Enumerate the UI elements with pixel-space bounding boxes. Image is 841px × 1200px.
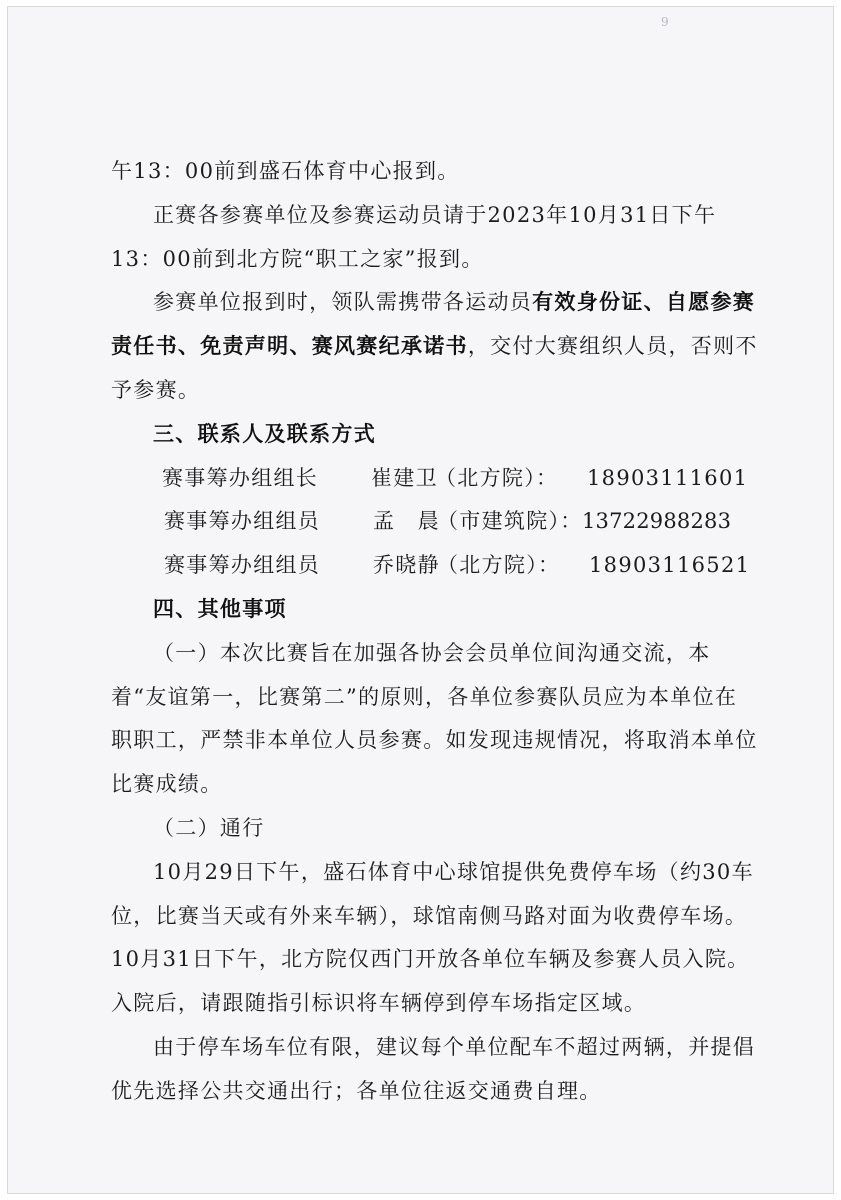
- paragraph-required-documents: [111, 281, 758, 412]
- paragraph-parking-information: 10月29日下午，盛石体育中心球馆提供免费停车场（约30车位，比赛当天或有外来车辆），球馆南侧马路对面为收费停车场。10月31日下午，北方院仅西门开放各单位车辆及参赛人员入院。入院后，请跟随指引标识将车辆停到停车场指定区域。: [111, 859, 754, 1016]
- contact-name: 孟 晨: [373, 509, 440, 534]
- section-four-heading: 四、其他事项: [153, 596, 287, 621]
- required-documents-bold: 有效身份证、自愿参赛责任书、免责声明、赛风赛纪承诺书: [111, 290, 756, 359]
- paragraph-competition-principle: （一）本次比赛旨在加强各协会会员单位间沟通交流，本着“友谊第一，比赛第二”的原则，各单位参赛队员应为本单位在职职工，严禁非本单位人员参赛。如发现违规情况，将取消本单位比赛成绩。: [111, 640, 758, 797]
- contact-row: [109, 457, 756, 501]
- documents-after-text: ，交付大赛组织人员，否则不予参赛。: [111, 334, 758, 402]
- contact-row: [111, 544, 758, 588]
- contact-row: [111, 500, 758, 544]
- contact-phone: 18903111601: [587, 465, 749, 490]
- contact-role: 赛事筹办组组长: [162, 465, 319, 490]
- contact-phone: 13722988283: [582, 509, 732, 534]
- document-body: [111, 150, 758, 1114]
- contact-role: 赛事筹办组组员: [164, 553, 321, 578]
- contact-unit: （市建筑院）：: [437, 509, 583, 534]
- paragraph-transport-note: 由于停车场车位有限，建议每个单位配车不超过两辆，并提倡优先选择公共交通出行；各单位往返交通费自理。: [111, 1034, 756, 1103]
- contact-unit: （北方院）：: [435, 465, 559, 490]
- paragraph-main-registration: 正赛各参赛单位及参赛运动员请于2023年10月31日下午13：00前到北方院“职工之家”报到。: [111, 202, 717, 271]
- paragraph-traffic-heading: （二）通行: [153, 815, 265, 840]
- contact-phone: 18903116521: [589, 553, 751, 578]
- documents-intro-text: 参赛单位报到时，领队需携带各运动员: [153, 290, 533, 315]
- page-number: 9: [661, 15, 669, 29]
- section-three-heading: 三、联系人及联系方式: [153, 421, 376, 446]
- contact-name: 乔晓静: [373, 553, 440, 578]
- document-page: [7, 6, 834, 1194]
- contact-role: 赛事筹办组组员: [164, 509, 321, 534]
- paragraph-registration-time: 午13：00前到盛石体育中心报到。: [111, 159, 460, 183]
- contact-unit: （北方院）：: [437, 553, 561, 578]
- contact-name: 崔建卫: [371, 465, 438, 490]
